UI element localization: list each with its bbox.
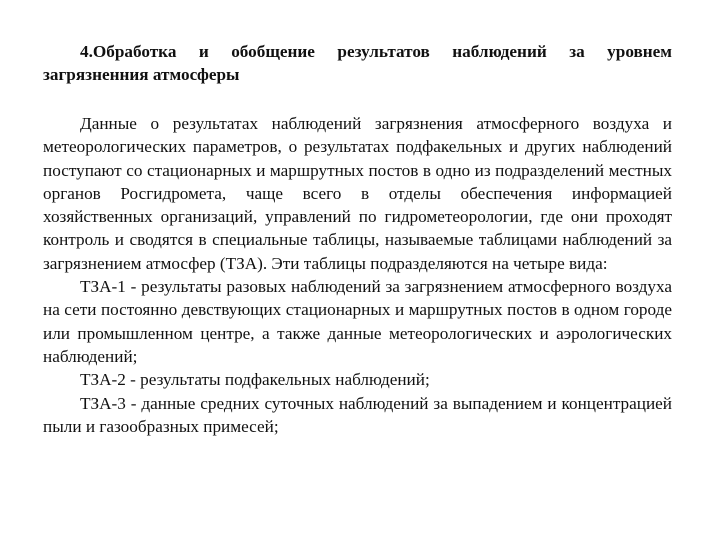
paragraph-tza-1: ТЗА-1 - результаты разовых наблюдений за загрязнением атмосферного воздуха на сети постоянно девствующих стационарных и маршрутных постов в одном городе или промышленном центре, а также данные метеорологических и аэрологических наблюдений;: [43, 277, 672, 366]
section-heading: 4.Обработка и обобщение результатов наблюдений за уровнем загрязненния атмосферы: [43, 42, 672, 84]
paragraph-tza-3: ТЗА-3 - данные средних суточных наблюдений за выпадением и концентрацией пыли и газообразных примесей;: [43, 393, 672, 436]
paragraph-tza-2: ТЗА-2 - результаты подфакельных наблюдений;: [80, 370, 430, 390]
document-page: [43, 40, 672, 438]
paragraph-intro: Данные о результатах наблюдений загрязнения атмосферного воздуха и метеорологических параметров, о результатах подфакельных и других наблюдений поступают со стационарных и маршрутных постов в одно из подразделений местных органов Росгидромета, чаще всего в отделы обеспечения информацией хозяйственных организаций, управлений по гидрометеорологии, где они проходят контроль и сводятся в специальные таблицы, называемые таблицами наблюдений за загрязнением атмосфер (ТЗА). Эти таблицы подразделяются на четыре вида:: [43, 114, 672, 273]
